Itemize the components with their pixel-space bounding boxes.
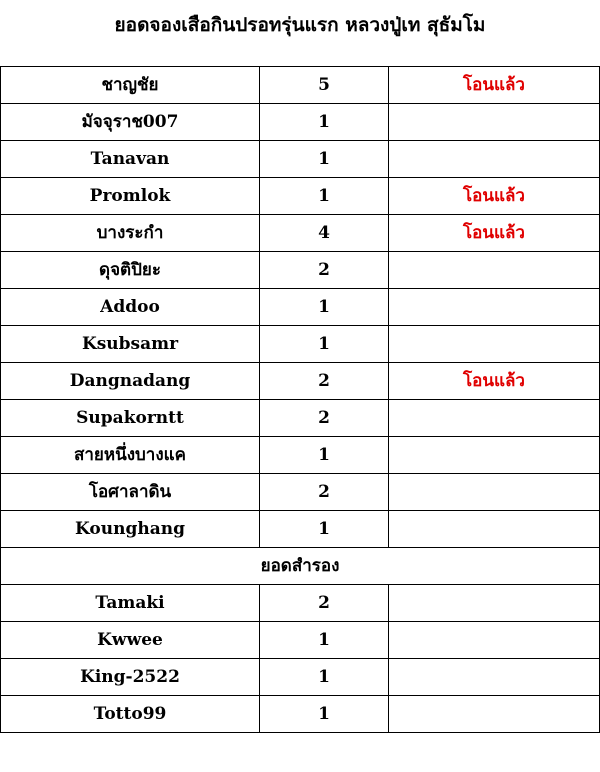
name-cell: Tamaki [1, 585, 260, 622]
reservation-table [0, 66, 600, 733]
page-title: ยอดจองเสือกินปรอทรุ่นแรก หลวงปู่เท สุธัมโม [114, 14, 486, 36]
quantity-cell: 1 [260, 104, 389, 141]
status-cell [389, 622, 600, 659]
status-cell [389, 474, 600, 511]
table-row [1, 215, 600, 252]
status-cell [389, 511, 600, 548]
quantity-cell: 1 [260, 511, 389, 548]
name-cell: สายหนึ่งบางแค [1, 437, 260, 474]
table-row [1, 659, 600, 696]
status-cell: โอนแล้ว [389, 215, 600, 252]
table-row [1, 252, 600, 289]
name-cell: Promlok [1, 178, 260, 215]
table-row [1, 326, 600, 363]
table-row [1, 437, 600, 474]
name-cell: บางระกำ [1, 215, 260, 252]
name-cell: Supakorntt [1, 400, 260, 437]
status-cell [389, 696, 600, 733]
table-row [1, 178, 600, 215]
quantity-cell: 1 [260, 622, 389, 659]
status-cell [389, 437, 600, 474]
table-row [1, 585, 600, 622]
quantity-cell: 1 [260, 178, 389, 215]
quantity-cell: 2 [260, 252, 389, 289]
status-cell [389, 326, 600, 363]
name-cell: Kounghang [1, 511, 260, 548]
status-cell [389, 585, 600, 622]
status-cell: โอนแล้ว [389, 67, 600, 104]
status-cell [389, 141, 600, 178]
reserve-section-row [1, 548, 600, 585]
table-row [1, 511, 600, 548]
quantity-cell: 1 [260, 659, 389, 696]
quantity-cell: 2 [260, 363, 389, 400]
table-row [1, 696, 600, 733]
name-cell: Dangnadang [1, 363, 260, 400]
quantity-cell: 4 [260, 215, 389, 252]
name-cell: Totto99 [1, 696, 260, 733]
quantity-cell: 1 [260, 696, 389, 733]
table-row [1, 289, 600, 326]
quantity-cell: 1 [260, 141, 389, 178]
table-row [1, 622, 600, 659]
reserve-heading: ยอดสำรอง [1, 548, 600, 585]
name-cell: มัจจุราช007 [1, 104, 260, 141]
status-cell [389, 252, 600, 289]
status-cell [389, 659, 600, 696]
status-cell [389, 289, 600, 326]
name-cell: Addoo [1, 289, 260, 326]
name-cell: Tanavan [1, 141, 260, 178]
status-cell: โอนแล้ว [389, 178, 600, 215]
status-cell [389, 400, 600, 437]
table-row [1, 400, 600, 437]
name-cell: Kwwee [1, 622, 260, 659]
name-cell: ดุจติปิยะ [1, 252, 260, 289]
quantity-cell: 5 [260, 67, 389, 104]
table-row [1, 104, 600, 141]
name-cell: โอศาลาดิน [1, 474, 260, 511]
name-cell: Ksubsamr [1, 326, 260, 363]
table-row [1, 67, 600, 104]
name-cell: King-2522 [1, 659, 260, 696]
quantity-cell: 1 [260, 289, 389, 326]
table-row [1, 474, 600, 511]
quantity-cell: 1 [260, 326, 389, 363]
status-cell [389, 104, 600, 141]
table-row [1, 363, 600, 400]
status-cell: โอนแล้ว [389, 363, 600, 400]
quantity-cell: 1 [260, 437, 389, 474]
quantity-cell: 2 [260, 585, 389, 622]
name-cell: ชาญชัย [1, 67, 260, 104]
quantity-cell: 2 [260, 400, 389, 437]
quantity-cell: 2 [260, 474, 389, 511]
table-row [1, 141, 600, 178]
